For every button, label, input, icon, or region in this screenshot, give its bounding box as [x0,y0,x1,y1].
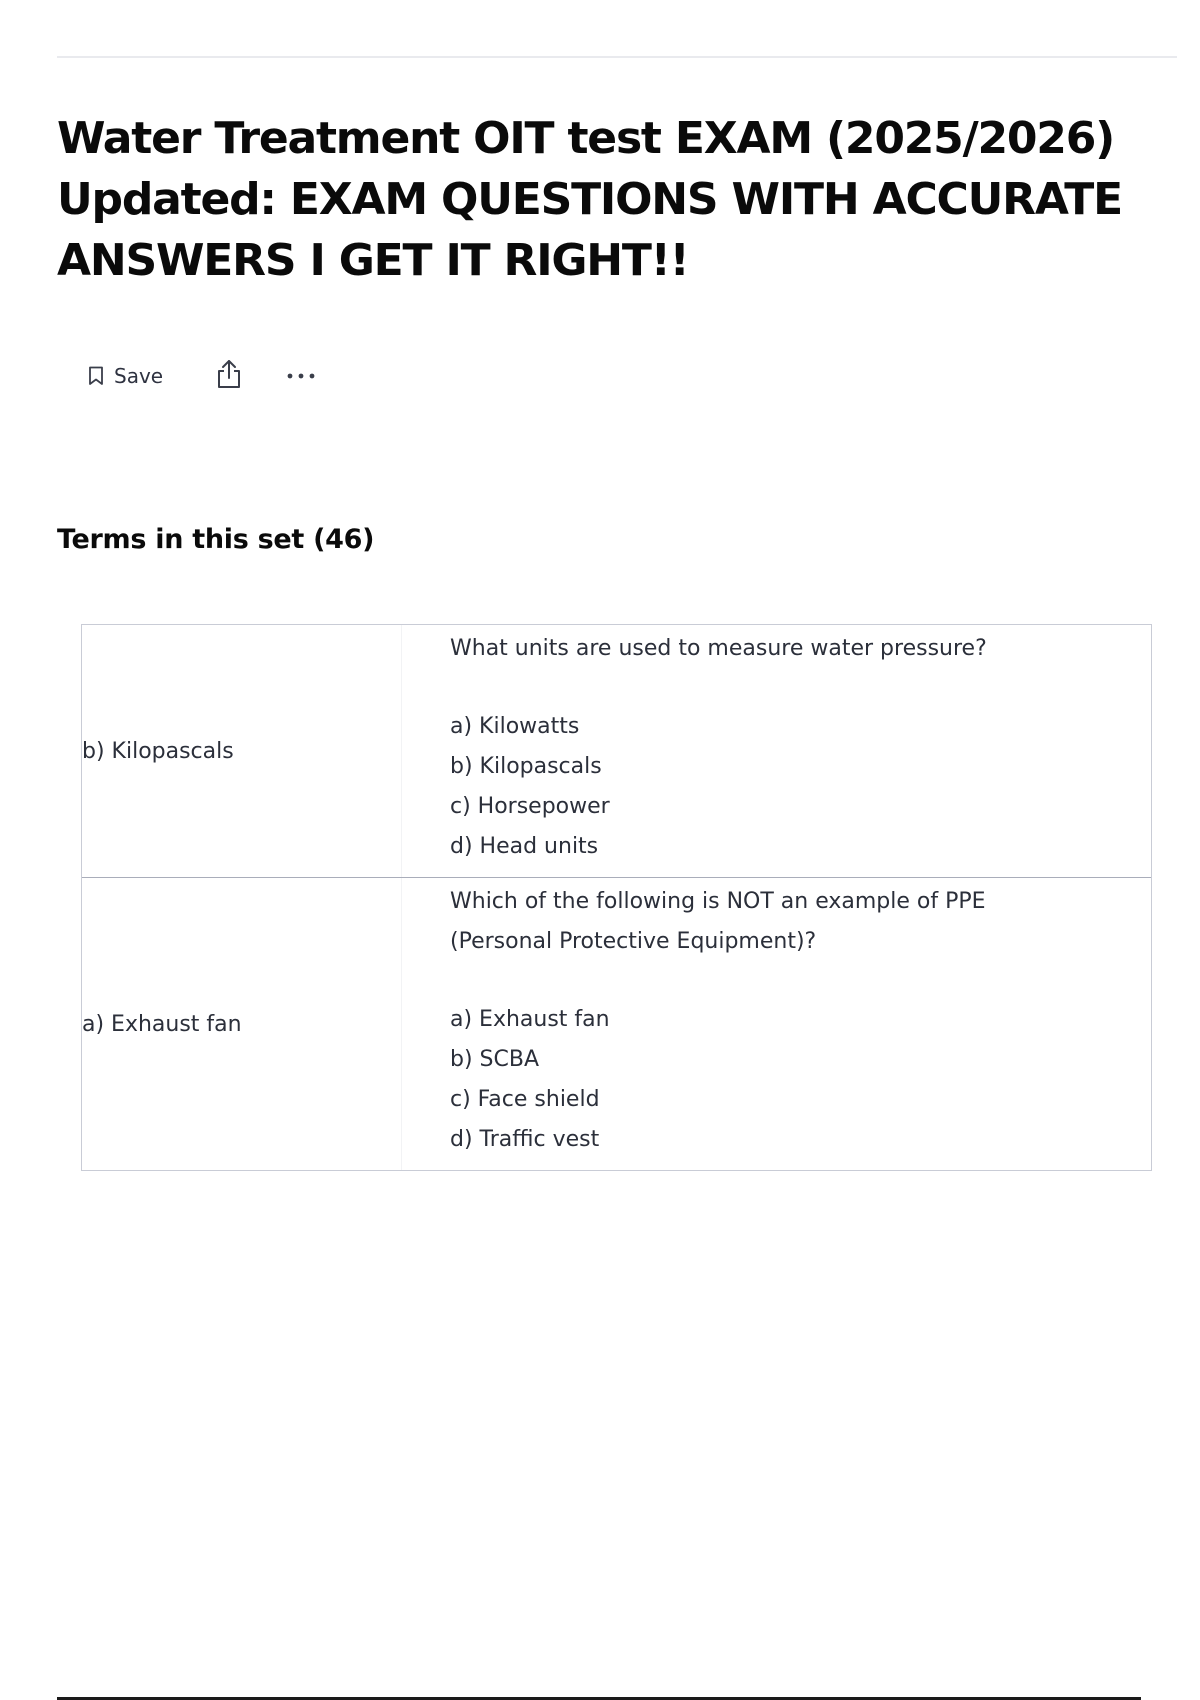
save-button[interactable] [80,356,171,396]
answer-option: a) Exhaust fan [450,1007,610,1032]
term-row [82,878,1151,1170]
bookmark-icon [88,366,104,386]
terms-table [81,624,1152,1171]
more-options-button[interactable] [281,356,321,396]
answer-option: c) Face shield [450,1087,600,1112]
answer-option: d) Head units [450,834,599,859]
answer-option: c) Horsepower [450,794,610,819]
save-button-label: Save [114,364,164,388]
term-answer: b) Kilopascals [82,625,402,877]
answer-option: a) Kilowatts [450,714,580,739]
term-answer: a) Exhaust fan [82,878,402,1170]
question-text: What units are used to measure water pressure? [450,636,987,661]
term-question [402,878,1151,1170]
answer-option: b) Kilopascals [450,754,602,779]
action-toolbar [80,356,321,396]
term-question [402,625,1151,877]
term-row [82,625,1151,878]
more-horizontal-icon [286,367,316,385]
share-icon [215,358,243,395]
top-divider [57,56,1177,58]
question-text: (Personal Protective Equipment)? [450,929,817,954]
share-button[interactable] [209,356,249,396]
answer-option: d) Traffic vest [450,1127,600,1152]
question-text: Which of the following is NOT an example of PPE [450,889,986,914]
page-title: Water Treatment OIT test EXAM (2025/2026) Updated: EXAM QUESTIONS WITH ACCURATE ANSWERS I GET IT RIGHT!! [57,113,1122,286]
answer-option: b) SCBA [450,1047,540,1072]
terms-count-heading: Terms in this set (46) [57,524,375,555]
